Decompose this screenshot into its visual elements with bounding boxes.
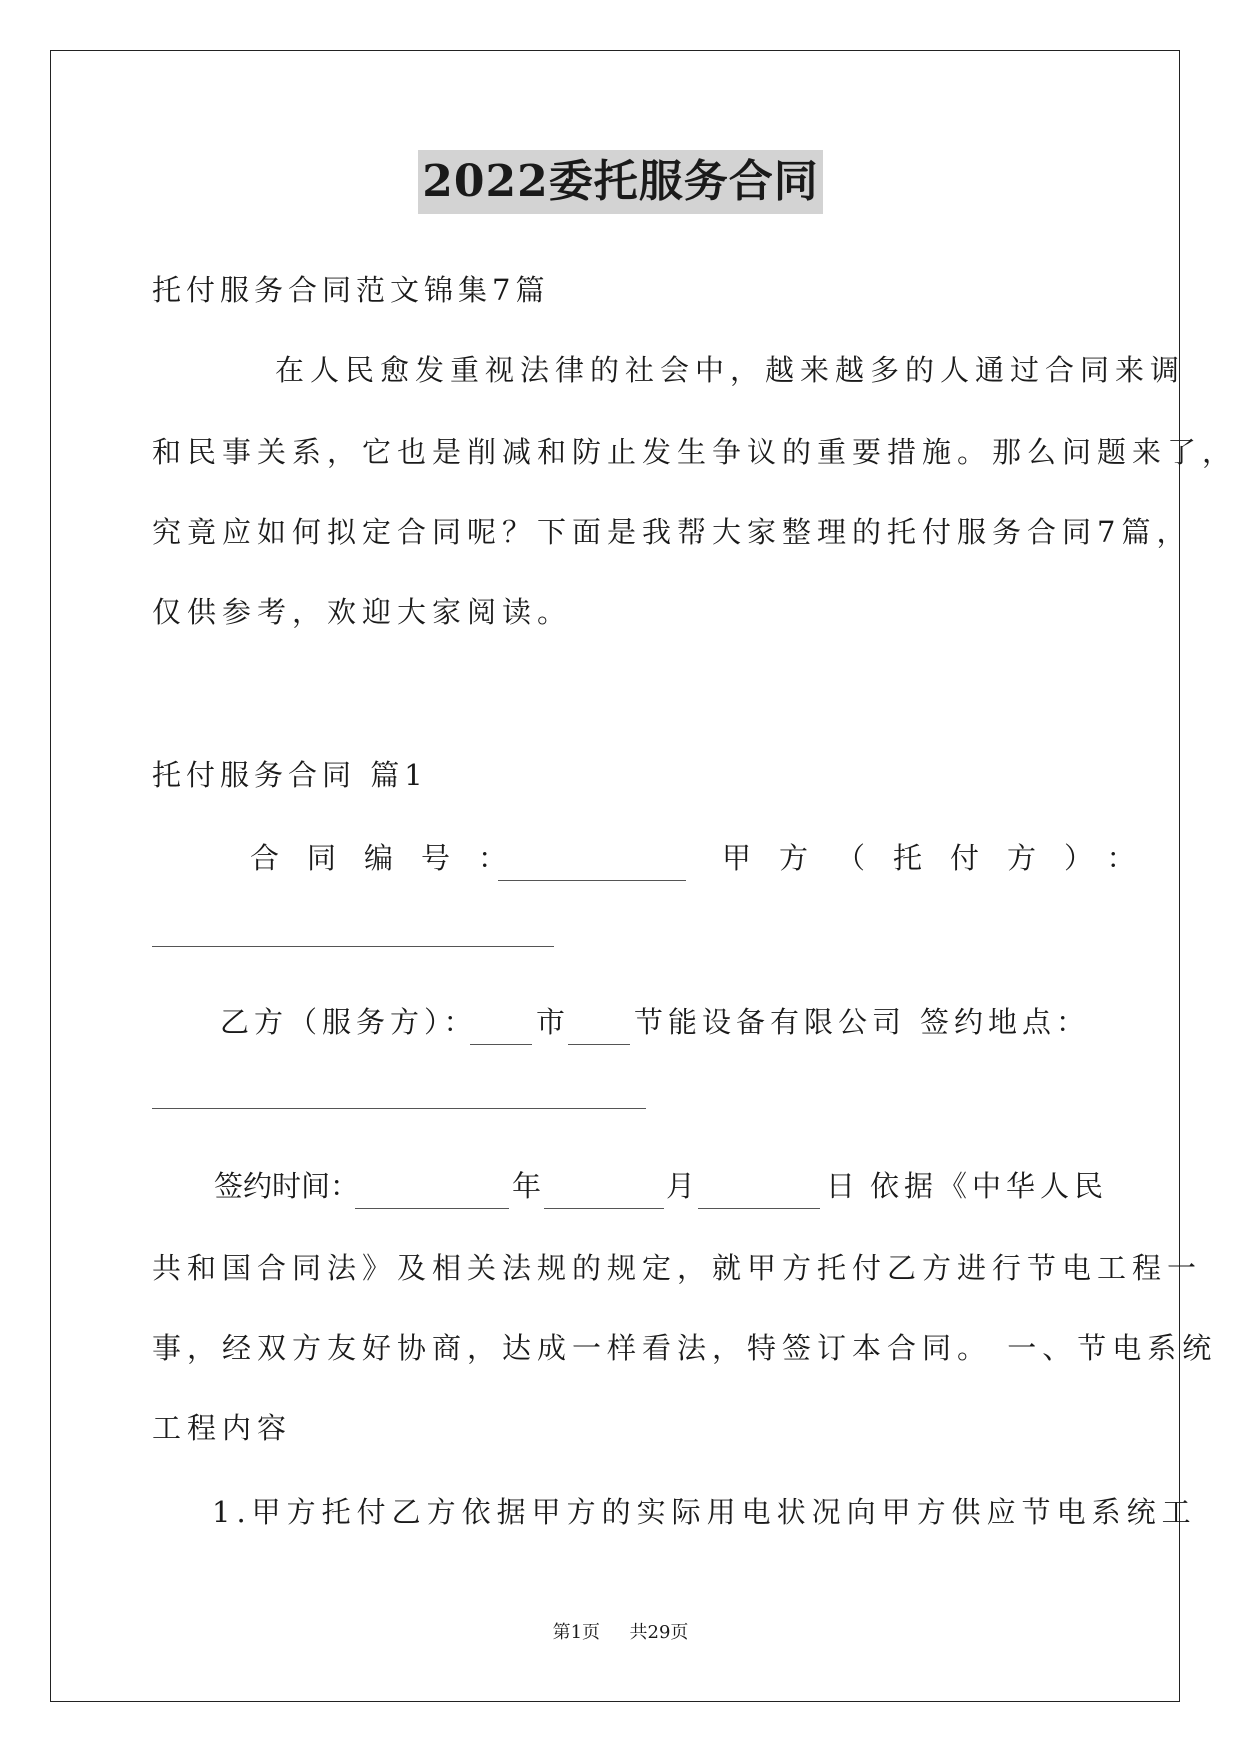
body-first-tail: 依据《中华人民 (870, 1169, 1109, 1203)
contract-number-blank (498, 880, 686, 881)
intro-line-4: 仅供参考，欢迎大家阅读。 (152, 595, 573, 629)
page-number: 第1页 (552, 1622, 601, 1643)
party-b-company-blank (568, 1044, 630, 1045)
document-subtitle: 托付服务合同范文锦集7篇 (152, 273, 550, 307)
party-a-blank (152, 946, 554, 947)
document-title: 2022委托服务合同 (418, 150, 822, 214)
sign-month: 月 (666, 1169, 696, 1203)
page-footer (0, 1618, 1241, 1644)
party-b-company: 节能设备有限公司 (634, 1005, 907, 1039)
sign-time-label: 签约时间： (214, 1169, 360, 1203)
party-a-label: 甲方（托付方）： (722, 841, 1164, 875)
body-line-1: 共和国合同法》及相关法规的规定，就甲方托付乙方进行节电工程一 (152, 1251, 1203, 1285)
party-b-prefix: 乙方（服务方）： (220, 1005, 478, 1039)
party-b-city-blank (470, 1044, 532, 1045)
intro-line-3: 究竟应如何拟定合同呢？下面是我帮大家整理的托付服务合同7篇， (152, 515, 1192, 549)
intro-line-2: 和民事关系，它也是削减和防止发生争议的重要措施。那么问题来了， (152, 435, 1238, 469)
sign-place-blank (152, 1108, 646, 1109)
section-heading: 托付服务合同 篇1 (152, 758, 428, 792)
sign-day-blank (698, 1208, 820, 1209)
sign-year: 年 (512, 1169, 542, 1203)
party-b-city: 市 (536, 1005, 566, 1039)
page-total: 共29页 (629, 1622, 689, 1643)
contract-number-label: 合同编号： (250, 841, 536, 875)
item-1: 1.甲方托付乙方依据甲方的实际用电状况向甲方供应节电系统工 (212, 1495, 1197, 1529)
sign-place-label: 签约地点： (920, 1005, 1091, 1039)
body-line-2: 事，经双方友好协商，达成一样看法，特签订本合同。 一、节电系统 (152, 1331, 1218, 1365)
intro-line-1: 在人民愈发重视法律的社会中，越来越多的人通过合同来调 (275, 353, 1186, 387)
body-line-3: 工程内容 (152, 1411, 293, 1445)
sign-year-blank (355, 1208, 509, 1209)
sign-month-blank (544, 1208, 664, 1209)
sign-day: 日 (826, 1169, 856, 1203)
